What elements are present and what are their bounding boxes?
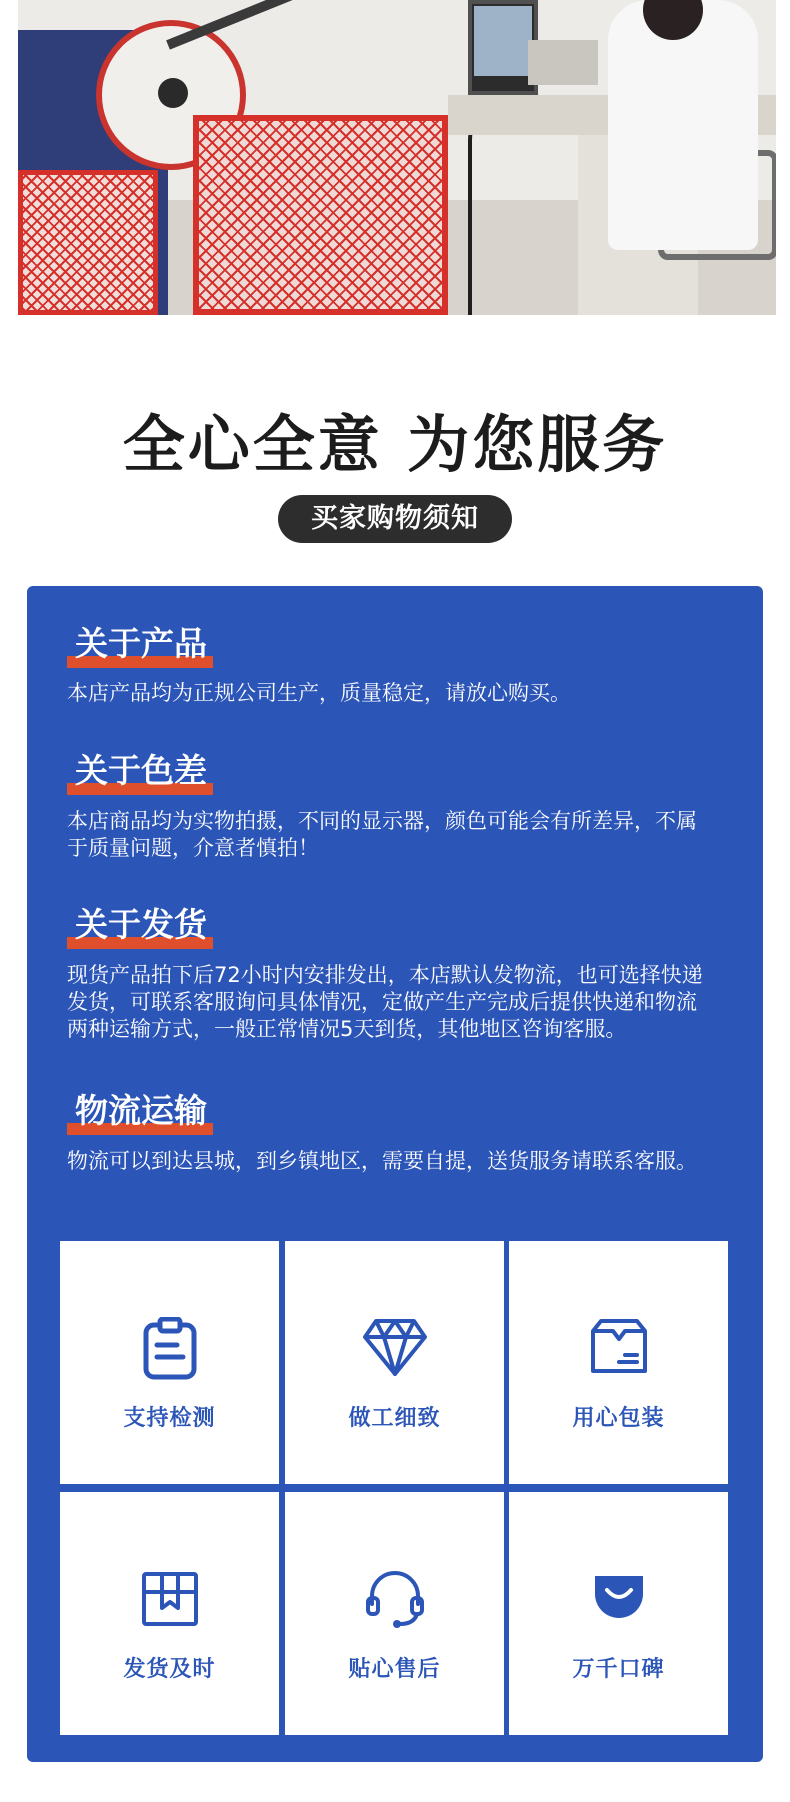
- feature-reputation: [509, 1492, 728, 1735]
- notice-pill: 买家购物须知: [278, 495, 512, 543]
- section-text-product: 本店产品均为正规公司生产，质量稳定，请放心购买。: [67, 681, 571, 705]
- section-title-product: 关于产品: [67, 622, 213, 668]
- printer: [528, 40, 598, 85]
- section-text-shipping: 现货产品拍下后72小时内安排发出，本店默认发物流，也可选择快递发货，可联系客服询问具体情况，定做产生产完成后提供快递和物流两种运输方式，一般正常情况5天到货，其他地区咨询客服。: [67, 963, 703, 1041]
- page-headline: 全心全意 为您服务: [122, 408, 668, 481]
- feature-label: 支持检测: [123, 1406, 216, 1431]
- feature-after-sales: [285, 1492, 504, 1735]
- smile-shield-icon: [509, 1568, 728, 1634]
- feature-label: 贴心售后: [348, 1657, 441, 1682]
- feature-grid: [60, 1241, 730, 1735]
- section-title-color: 关于色差: [67, 749, 213, 795]
- feature-label: 用心包装: [572, 1406, 665, 1431]
- headset-icon: [285, 1568, 504, 1634]
- safety-cage-right: [193, 115, 448, 315]
- feature-packaging: [509, 1241, 728, 1484]
- clipboard-icon: [60, 1317, 279, 1383]
- safety-cage-left: [18, 170, 158, 315]
- notice-panel: [27, 586, 763, 1762]
- feature-workmanship: [285, 1241, 504, 1484]
- lab-photo: [18, 0, 776, 315]
- diamond-icon: [285, 1317, 504, 1383]
- shipping-box-icon: [60, 1568, 279, 1634]
- package-box-icon: [509, 1317, 728, 1383]
- section-title-shipping: 关于发货: [67, 903, 213, 949]
- section-text-logistics: 物流可以到达县城，到乡镇地区，需要自提，送货服务请联系客服。: [67, 1149, 697, 1173]
- feature-label: 做工细致: [348, 1406, 441, 1431]
- feature-label: 万千口碑: [572, 1657, 665, 1682]
- feature-inspection: [60, 1241, 279, 1484]
- feature-label: 发货及时: [123, 1657, 216, 1682]
- section-title-logistics: 物流运输: [67, 1089, 213, 1135]
- feature-fast-shipping: [60, 1492, 279, 1735]
- section-text-color: 本店商品均为实物拍摄，不同的显示器，颜色可能会有所差异，不属于质量问题，介意者慎拍！: [67, 809, 697, 860]
